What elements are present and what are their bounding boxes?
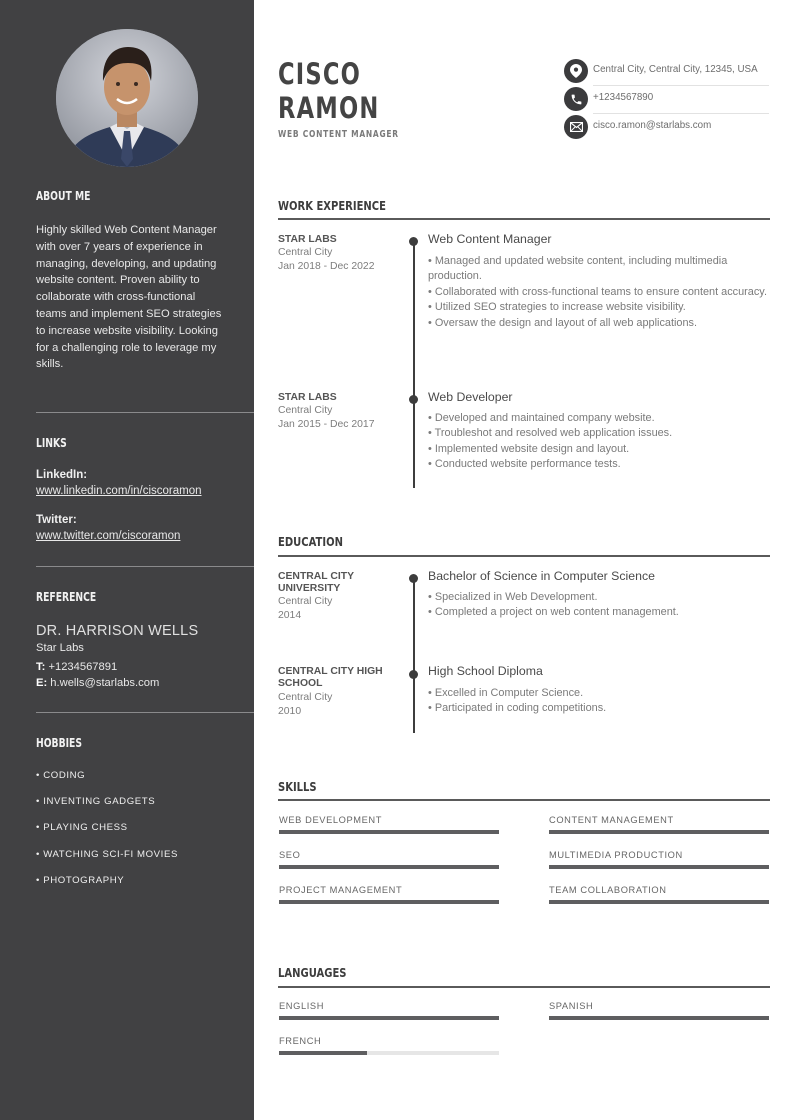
skill-bar-fill — [279, 865, 499, 869]
timeline-dot-icon — [409, 395, 418, 404]
achievement-list — [428, 686, 768, 717]
language-bar — [279, 1016, 499, 1020]
first-name: CISCO — [278, 57, 361, 91]
skill-bar — [549, 830, 769, 834]
skill-label: WEB DEVELOPMENT — [279, 815, 383, 825]
about-heading: ABOUT ME — [36, 188, 91, 203]
graduation-year: 2014 — [278, 610, 302, 621]
skill-label: MULTIMEDIA PRODUCTION — [549, 850, 683, 860]
school-name: CENTRAL CITY HIGH SCHOOL — [278, 666, 383, 689]
skill-bar — [549, 900, 769, 904]
skill-bar — [279, 900, 499, 904]
position-title: Web Content Manager — [428, 232, 552, 246]
linkedin-link[interactable]: www.linkedin.com/in/ciscoramon — [36, 485, 202, 497]
location-pin-icon — [564, 59, 588, 83]
achievement-item: • Completed a project on web content management. — [428, 606, 679, 619]
responsibility-item: • Troubleshot and resolved web application issues. — [428, 427, 673, 440]
achievement-list — [428, 590, 768, 621]
skill-bar-fill — [279, 900, 499, 904]
reference-heading: REFERENCE — [36, 589, 97, 604]
divider — [593, 113, 769, 114]
language-bar-fill — [279, 1016, 499, 1020]
sidebar — [0, 0, 254, 1120]
profile-photo — [56, 29, 198, 167]
language-label: SPANISH — [549, 1001, 594, 1011]
timeline-dot-icon — [409, 574, 418, 583]
company-name: STAR LABS — [278, 392, 337, 403]
skills-heading: SKILLS — [278, 779, 317, 794]
language-label: ENGLISH — [279, 1001, 325, 1011]
responsibility-item: • Oversaw the design and layout of all web applications. — [428, 316, 697, 329]
section-divider — [278, 986, 770, 988]
timeline-dot-icon — [409, 237, 418, 246]
section-divider — [278, 555, 770, 557]
skill-bar — [279, 830, 499, 834]
divider — [36, 412, 254, 413]
reference-phone — [36, 661, 117, 673]
skill-bar-fill — [279, 830, 499, 834]
email-label: E: — [36, 677, 48, 689]
languages-heading: LANGUAGES — [278, 965, 347, 980]
phone-text: +1234567890 — [593, 92, 654, 103]
email-value: h.wells@starlabs.com — [50, 677, 160, 689]
language-label: FRENCH — [279, 1036, 322, 1046]
education-heading: EDUCATION — [278, 534, 343, 549]
responsibility-item: • Utilized SEO strategies to increase website visibility. — [428, 301, 686, 314]
achievement-item: • Excelled in Computer Science. — [428, 687, 584, 699]
hobby-item: • WATCHING SCI-FI MOVIES — [36, 849, 178, 860]
skill-bar-fill — [549, 900, 769, 904]
responsibility-list — [428, 411, 768, 473]
envelope-icon — [564, 115, 588, 139]
responsibility-item: • Conducted website performance tests. — [428, 458, 621, 471]
timeline-line — [413, 578, 415, 733]
achievement-item: • Specialized in Web Development. — [428, 591, 598, 603]
work-dates: Jan 2015 - Dec 2017 — [278, 419, 375, 430]
reference-email — [36, 677, 159, 689]
last-name: RAMON — [278, 91, 380, 125]
phone-icon — [564, 87, 588, 111]
company-location: Central City — [278, 405, 333, 416]
language-bar — [279, 1051, 499, 1055]
hobby-item: • INVENTING GADGETS — [36, 796, 156, 807]
divider — [36, 566, 254, 567]
skill-bar-fill — [549, 865, 769, 869]
degree-title: Bachelor of Science in Computer Science — [428, 569, 655, 583]
address-text: Central City, Central City, 12345, USA — [593, 64, 758, 75]
school-name: CENTRAL CITY UNIVERSITY — [278, 571, 354, 594]
links-heading: LINKS — [36, 435, 67, 450]
twitter-label: Twitter: — [36, 514, 77, 526]
skill-bar-fill — [549, 830, 769, 834]
about-text: Highly skilled Web Content Manager with over 7 years of experience in managing, developing, and updating website content. Proven ability to collaborate with cross-functional teams and implement SEO strategies to increase website visibility. Looking for a challenging role to leverage my skills. — [36, 224, 222, 371]
phone-value: +1234567891 — [48, 661, 118, 673]
language-bar — [549, 1016, 769, 1020]
skill-label: PROJECT MANAGEMENT — [279, 885, 403, 895]
company-name: STAR LABS — [278, 234, 337, 245]
divider — [593, 85, 769, 86]
twitter-link[interactable]: www.twitter.com/ciscoramon — [36, 530, 181, 542]
hobby-item: • PLAYING CHESS — [36, 822, 128, 833]
timeline-line — [413, 241, 415, 488]
responsibility-item: • Implemented website design and layout. — [428, 442, 630, 455]
full-name — [278, 57, 379, 125]
phone-label: T: — [36, 661, 46, 673]
reference-name: DR. HARRISON WELLS — [36, 623, 199, 639]
divider — [36, 712, 254, 713]
skill-bar — [279, 865, 499, 869]
responsibility-list — [428, 254, 768, 331]
reference-company: Star Labs — [36, 642, 84, 654]
responsibility-item: • Collaborated with cross-functional teams to ensure content accuracy. — [428, 285, 767, 298]
skill-label: SEO — [279, 850, 301, 860]
hobbies-heading: HOBBIES — [36, 735, 82, 750]
section-divider — [278, 218, 770, 220]
linkedin-label: LinkedIn: — [36, 469, 88, 481]
skill-label: CONTENT MANAGEMENT — [549, 815, 674, 825]
email-text: cisco.ramon@starlabs.com — [593, 120, 712, 131]
person-photo-icon — [56, 29, 198, 167]
hobby-item: • CODING — [36, 770, 86, 781]
hobby-item: • PHOTOGRAPHY — [36, 875, 125, 886]
school-location: Central City — [278, 692, 333, 703]
section-divider — [278, 799, 770, 801]
skill-label: TEAM COLLABORATION — [549, 885, 667, 895]
timeline-dot-icon — [409, 670, 418, 679]
contact-email — [564, 115, 769, 139]
skill-bar — [549, 865, 769, 869]
contact-phone — [564, 87, 769, 111]
degree-title: High School Diploma — [428, 664, 543, 678]
language-bar-fill — [549, 1016, 769, 1020]
responsibility-item: • Managed and updated website content, including multimedia production. — [428, 255, 728, 283]
school-location: Central City — [278, 596, 333, 607]
job-title-header: WEB CONTENT MANAGER — [278, 129, 399, 140]
responsibility-item: • Developed and maintained company website. — [428, 412, 655, 424]
position-title: Web Developer — [428, 390, 513, 404]
work-dates: Jan 2018 - Dec 2022 — [278, 261, 375, 272]
language-bar-fill — [279, 1051, 367, 1055]
contact-address — [564, 59, 769, 83]
graduation-year: 2010 — [278, 706, 302, 717]
achievement-item: • Participated in coding competitions. — [428, 702, 607, 715]
company-location: Central City — [278, 247, 333, 258]
work-experience-heading: WORK EXPERIENCE — [278, 198, 386, 213]
